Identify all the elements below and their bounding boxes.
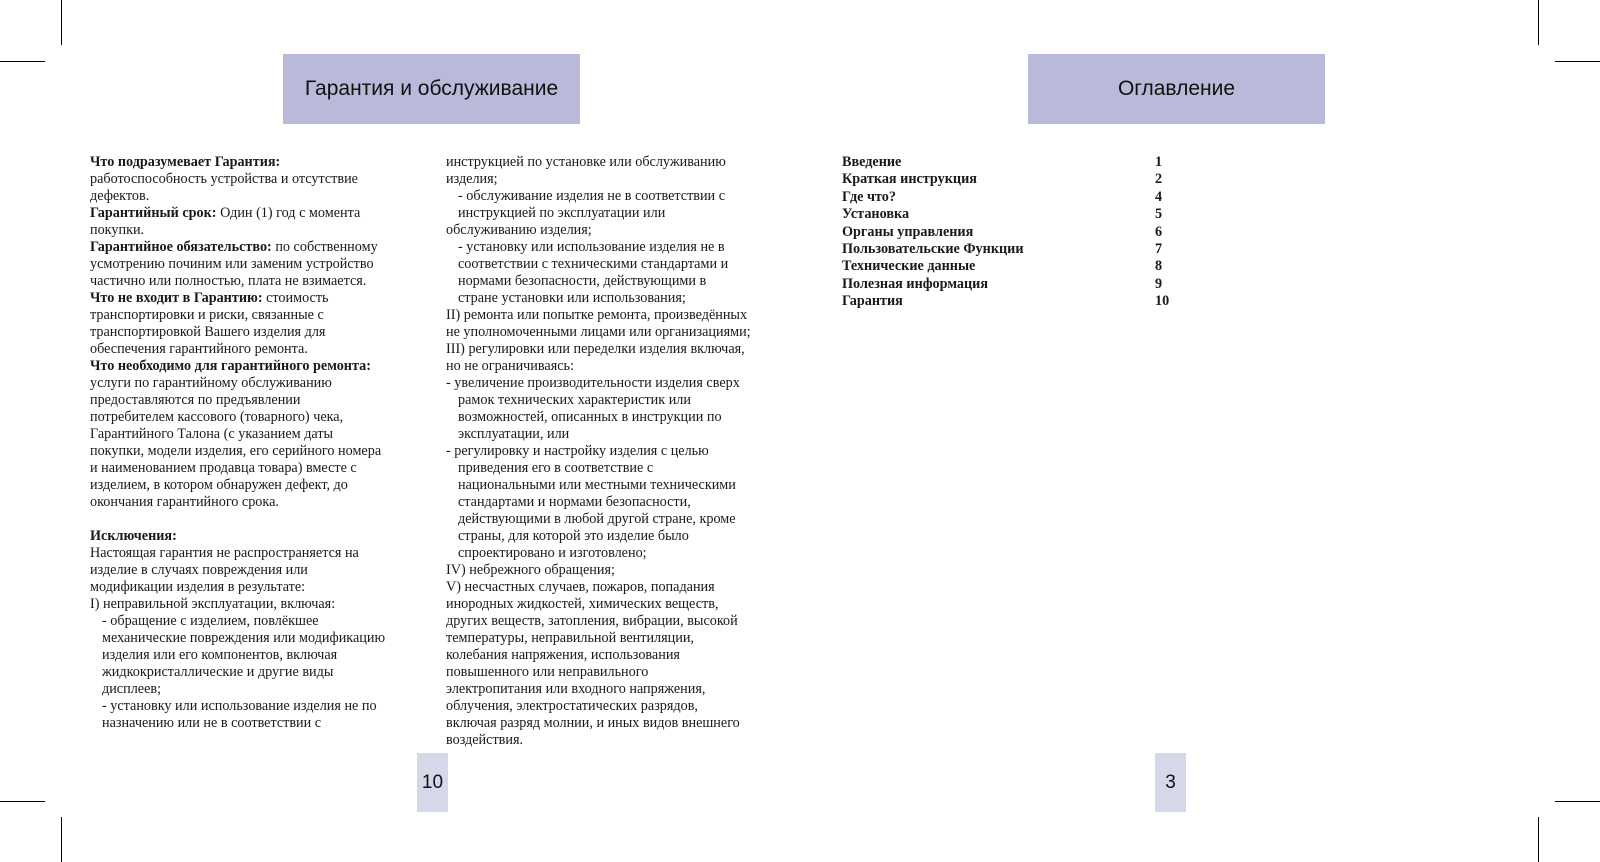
- toc-entry-page: 2: [1155, 171, 1163, 188]
- text-line: транспортировкой Вашего изделия для: [90, 324, 326, 340]
- text-line: изделия или его компонентов, включая: [102, 647, 338, 663]
- left-page-header-title: Гарантия и обслуживание: [304, 77, 559, 100]
- toc-entry: [842, 189, 1192, 206]
- right-page-number: 3: [1165, 771, 1176, 793]
- toc-entry: [842, 206, 1192, 223]
- text-line: Гарантийный срок: Один (1) год с момента: [90, 205, 361, 221]
- text-line: температуры, неправильной вентиляции,: [446, 630, 694, 646]
- crop-mark: [61, 0, 62, 45]
- text-line: услуги по гарантийному обслуживанию: [90, 375, 332, 391]
- table-of-contents: [842, 154, 1192, 311]
- toc-entry-page: 4: [1155, 188, 1163, 205]
- toc-entry: [842, 224, 1192, 241]
- text-line: Гарантийного Талона (с указанием даты: [90, 426, 334, 442]
- text-line: действующими в любой другой стране, кроме: [458, 511, 736, 527]
- text-line: окончания гарантийного срока.: [90, 494, 279, 510]
- text-line: изделие в случаях повреждения или: [90, 562, 308, 578]
- text-line: инородных жидкостей, химических веществ,: [446, 596, 719, 612]
- text-line: изделием, в котором обнаружен дефект, до: [90, 477, 348, 493]
- text-line: Что не входит в Гарантию: стоимость: [90, 290, 329, 306]
- toc-entry-title: Технические данные: [842, 258, 976, 275]
- toc-entry-title: Краткая инструкция: [842, 171, 977, 188]
- crop-mark: [0, 801, 45, 802]
- text-line: страны, для которой это изделие было: [458, 528, 689, 544]
- toc-entry-title: Пользовательские Функции: [842, 240, 1024, 257]
- text-line: приведения его в соответствие с: [458, 460, 654, 476]
- text-line: - установку или использование изделия не в: [458, 239, 725, 255]
- text-line: эксплуатации, или: [458, 426, 570, 442]
- text-line: обслуживанию изделия;: [446, 222, 592, 238]
- text-line: - обслуживание изделия не в соответствии с: [458, 188, 725, 204]
- text-line: стандартами и нормами безопасности,: [458, 494, 691, 510]
- text-line: рамок технических характеристик или: [458, 392, 691, 408]
- text-line: изделия;: [446, 171, 498, 187]
- text-line: Настоящая гарантия не распространяется на: [90, 545, 359, 561]
- text-line: воздействия.: [446, 732, 524, 748]
- toc-entry: [842, 276, 1192, 293]
- crop-mark: [61, 817, 62, 862]
- toc-entry-title: Гарантия: [842, 293, 903, 310]
- toc-entry-page: 10: [1155, 293, 1170, 310]
- text-line: дефектов.: [90, 188, 150, 204]
- toc-entry: [842, 293, 1192, 310]
- text-line: III) регулировки или переделки изделия включая,: [446, 341, 745, 357]
- text-line: колебания напряжения, использования: [446, 647, 680, 663]
- text-line: включая разряд молнии, и иных видов внешнего: [446, 715, 740, 731]
- text-line: работоспособность устройства и отсутствие: [90, 171, 358, 187]
- text-line: модификации изделия в результате:: [90, 579, 306, 595]
- text-line: и наименованием продавца товара) вместе с: [90, 460, 357, 476]
- text-line: предоставляются по предъявлении: [90, 392, 301, 408]
- right-page-number-box: [1155, 753, 1186, 812]
- text-line: Гарантийное обязательство: по собственному: [90, 239, 378, 255]
- toc-entry-title: Введение: [842, 154, 902, 170]
- text-line: - установку или использование изделия не по: [102, 698, 377, 714]
- text-line: частично или полностью, плата не взимается.: [90, 273, 367, 289]
- text-line: жидкокристаллические и другие виды: [102, 664, 334, 680]
- text-line: покупки, модели изделия, его серийного номера: [90, 443, 382, 459]
- right-page-header: [1028, 54, 1325, 124]
- left-page-column-2: [446, 154, 751, 749]
- text-line: инструкцией по установке или обслуживанию: [446, 154, 726, 170]
- text-line: V) несчастных случаев, пожаров, попадания: [446, 579, 715, 595]
- toc-entry-title: Установка: [842, 206, 910, 223]
- crop-mark: [0, 61, 45, 62]
- text-line: потребителем кассового (товарного) чека,: [90, 409, 344, 425]
- toc-entry: [842, 258, 1192, 275]
- right-page-header-title: Оглавление: [1117, 77, 1236, 100]
- toc-entry: [842, 154, 1192, 171]
- text-line: Что необходимо для гарантийного ремонта:: [90, 358, 371, 374]
- toc-entry: [842, 241, 1192, 258]
- text-line: обеспечения гарантийного ремонта.: [90, 341, 308, 357]
- text-line: повышенного или неправильного: [446, 664, 649, 680]
- left-page-number-box: [417, 753, 448, 812]
- crop-mark: [1555, 61, 1600, 62]
- toc-entry-page: 1: [1155, 154, 1163, 170]
- text-line: Что подразумевает Гарантия:: [90, 154, 281, 170]
- toc-entry-page: 7: [1155, 240, 1163, 257]
- crop-mark: [1538, 817, 1539, 862]
- text-line: стране установки или использования;: [458, 290, 686, 306]
- text-line: нормами безопасности, действующими в: [458, 273, 707, 289]
- text-line: II) ремонта или попытке ремонта, произведённых: [446, 307, 748, 323]
- text-line: транспортировки и риски, связанные с: [90, 307, 324, 323]
- blank-line: [90, 511, 385, 528]
- text-line: других веществ, затопления, вибрации, высокой: [446, 613, 738, 629]
- left-page-header: [283, 54, 580, 124]
- text-line: не уполномоченными лицами или организациями;: [446, 324, 751, 340]
- text-line: механические повреждения или модификацию: [102, 630, 386, 646]
- text-line: - увеличение производительности изделия сверх: [446, 375, 740, 391]
- left-page-number: 10: [421, 771, 444, 793]
- toc-entry-page: 9: [1155, 275, 1163, 292]
- text-line: IV) небрежного обращения;: [446, 562, 615, 578]
- toc-entry-page: 5: [1155, 206, 1163, 223]
- text-line: возможностей, описанных в инструкции по: [458, 409, 722, 425]
- text-line: инструкцией по эксплуатации или: [458, 205, 666, 221]
- text-line: дисплеев;: [102, 681, 162, 697]
- toc-entry-title: Органы управления: [842, 223, 974, 240]
- text-line: облучения, электростатических разрядов,: [446, 698, 698, 714]
- text-line: I) неправильной эксплуатации, включая:: [90, 596, 336, 612]
- text-line: соответствии с техническими стандартами и: [458, 256, 729, 272]
- text-line: - обращение с изделием, повлёкшее: [102, 613, 319, 629]
- text-line: усмотрению починим или заменим устройство: [90, 256, 374, 272]
- text-line: Исключения:: [90, 528, 177, 544]
- text-line: - регулировку и настройку изделия с целью: [446, 443, 709, 459]
- toc-entry-page: 6: [1155, 223, 1163, 240]
- toc-entry: [842, 171, 1192, 188]
- text-line: покупки.: [90, 222, 145, 238]
- crop-mark: [1538, 0, 1539, 45]
- text-line: назначению или не в соответствии с: [102, 715, 322, 731]
- text-line: спроектировано и изготовлено;: [458, 545, 647, 561]
- left-page-column-1: [90, 154, 385, 732]
- crop-mark: [1555, 801, 1600, 802]
- toc-entry-title: Где что?: [842, 188, 896, 205]
- text-line: национальными или местными техническими: [458, 477, 736, 493]
- toc-entry-title: Полезная информация: [842, 275, 989, 292]
- text-line: электропитания или входного напряжения,: [446, 681, 706, 697]
- toc-entry-page: 8: [1155, 258, 1163, 275]
- text-line: но не ограничиваясь:: [446, 358, 574, 374]
